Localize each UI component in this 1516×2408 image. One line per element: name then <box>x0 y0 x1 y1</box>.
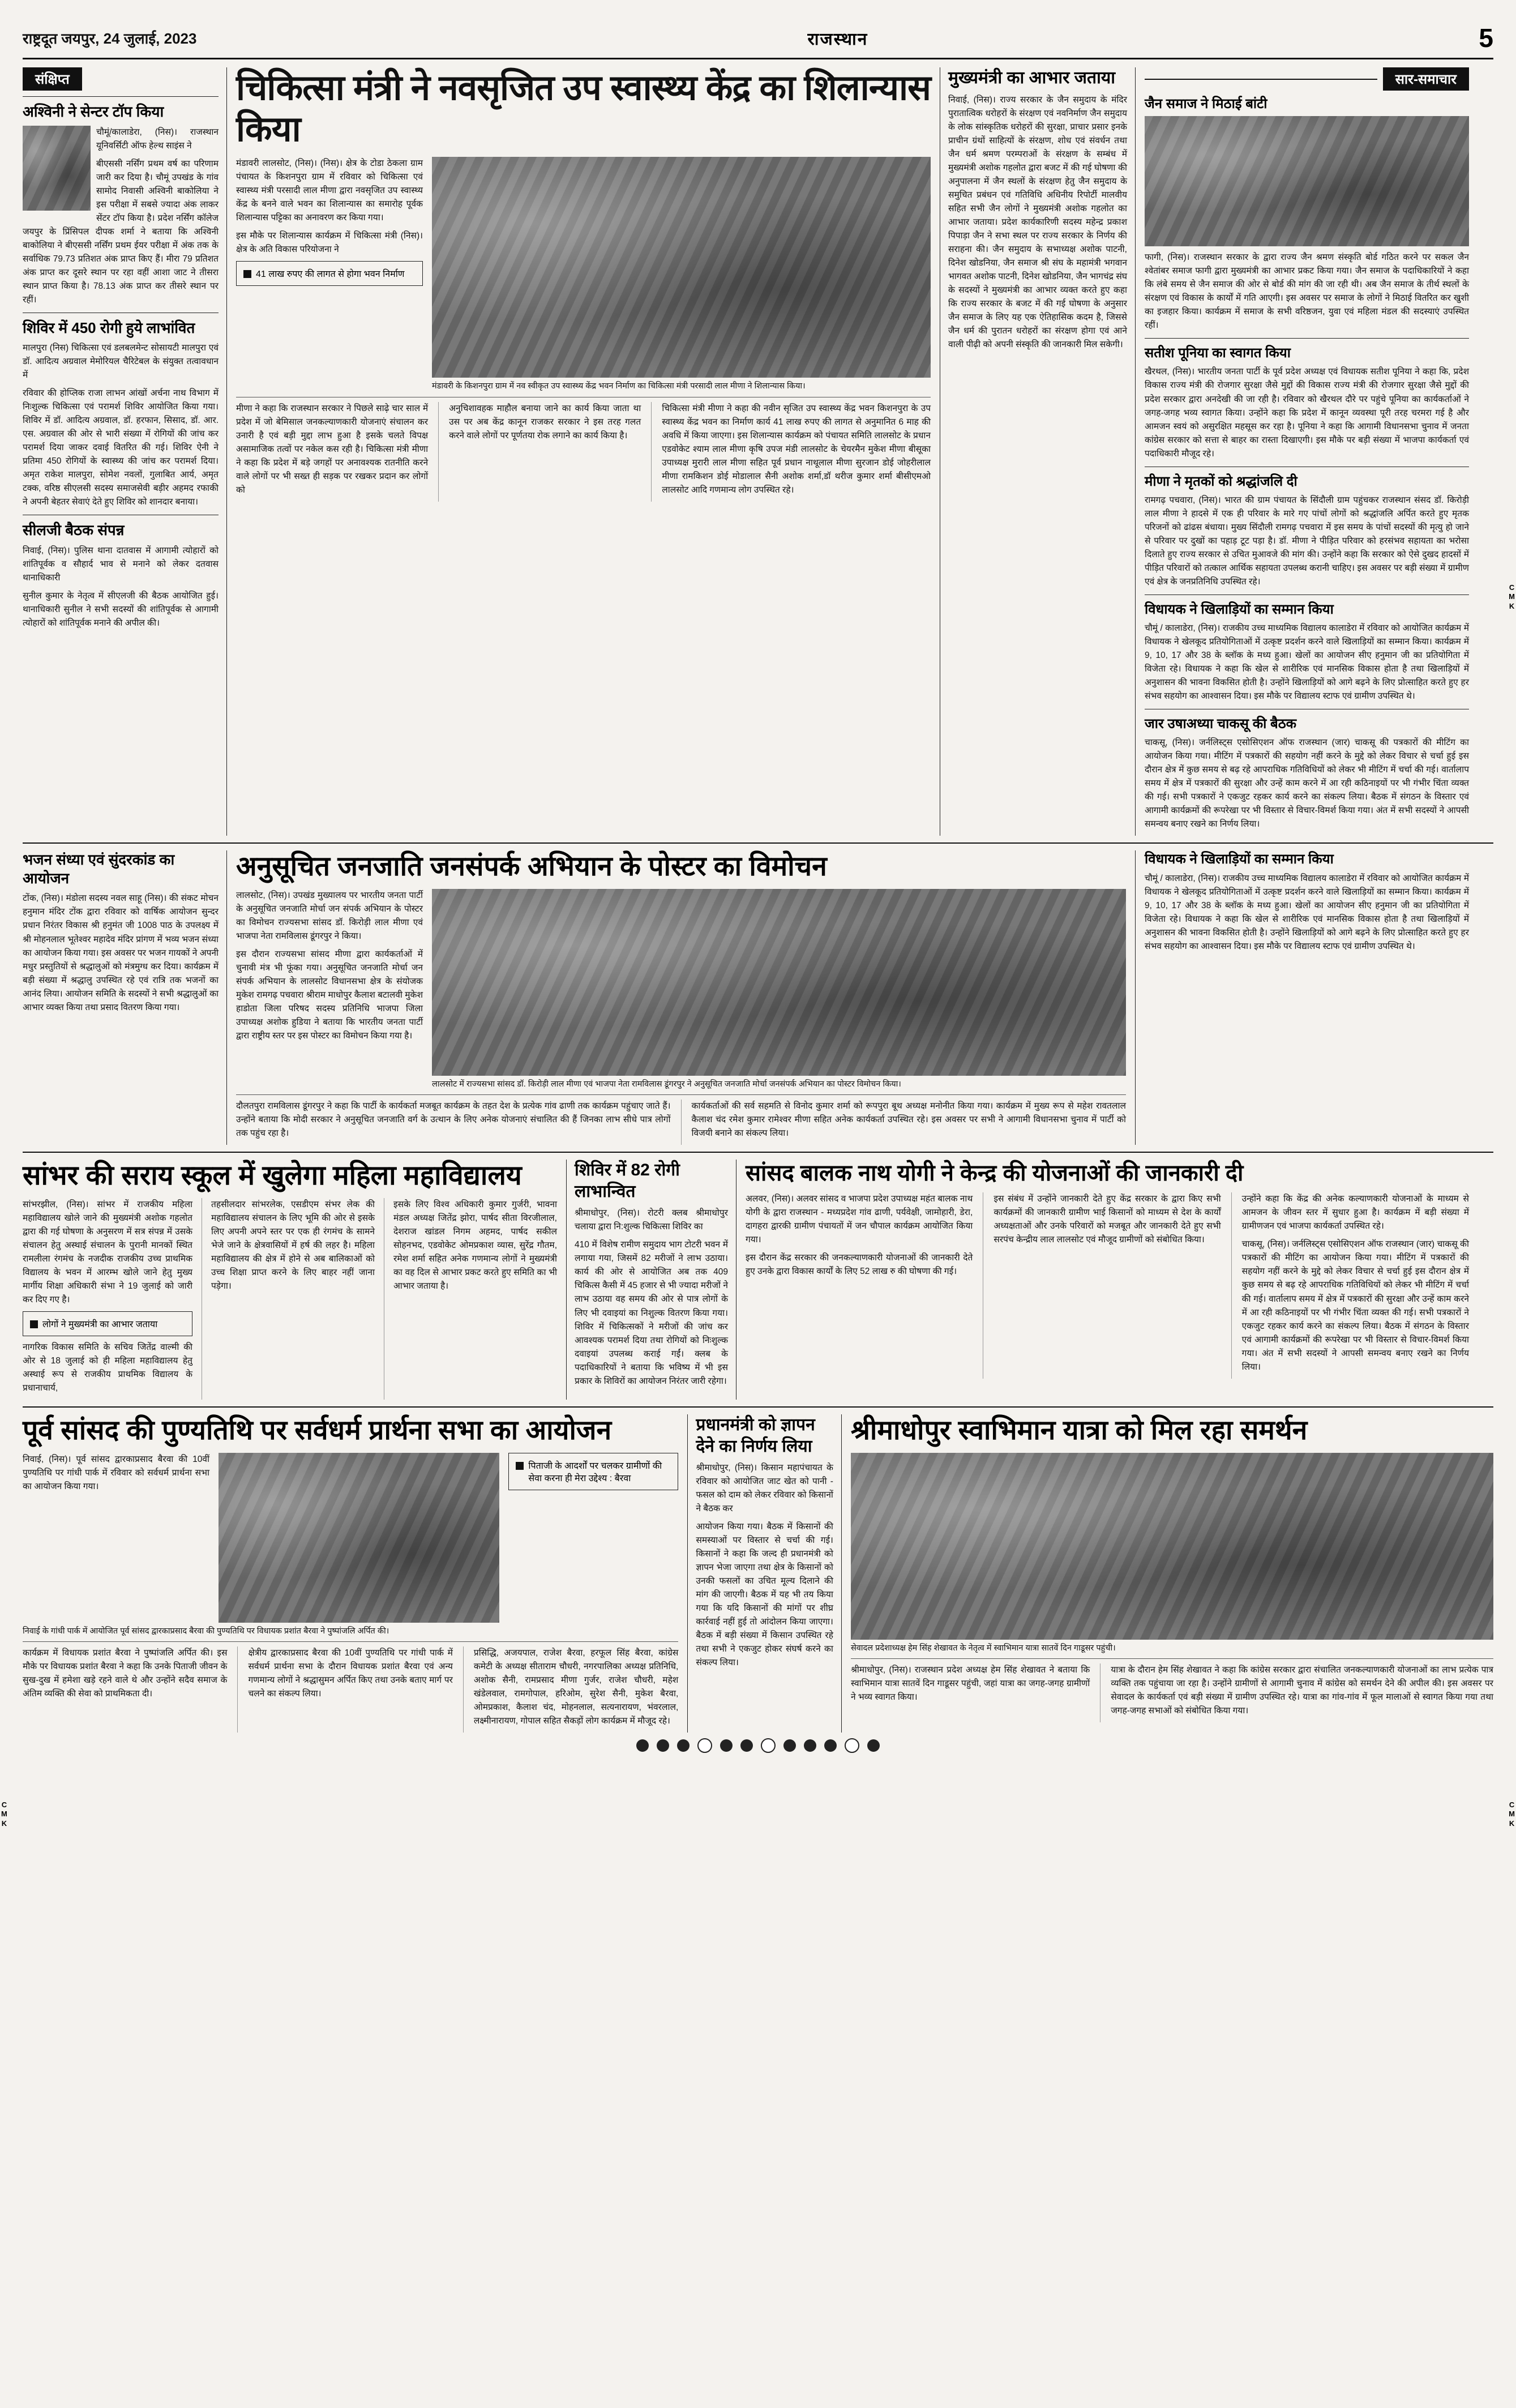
yatra-dateline: श्रीमाधोपुर, (निस)। राजस्थान प्रदेश अध्यक्ष हेम सिंह शेखावत ने बताया कि स्वाभिमान यात्रा सातवें दिन गाडूसर पहुंची, जहां यात्रा का जगह-जगह ग्रामीणों ने भव्य स्वागत किया। <box>850 1665 1090 1703</box>
lead-headline: चिकित्सा मंत्री ने नवसृजित उप स्वास्थ्य केंद्र का शिलान्यास किया <box>236 69 931 149</box>
jaar-meeting-body-3: चाकसू, (निस)। जर्नलिस्ट्स एसोसिएशन ऑफ राजस्थान (जार) चाकसू की पत्रकारों की मीटिंग का आयोजन किया गया। मीटिंग में पत्रकारों की सहयोग नहीं करने के मुद्दे को लेकर विचार से चर्चा हुई इस दौरान क्षेत्र में कुछ समय से बढ़ रहे आपराधिक गतिविधियों को लेकर भी मीटिंग में चर्चा की गई। वार्तालाप समय में क्षेत्र में पत्रकारों की सुरक्षा और उन्हें काम करने में आ रही कठिनाइयों पर भी गंभीर चिंता व्यक्त की गई। सभी पत्रकारों ने एकजुट रहकर कार्य करने का संकल्प लिया। बैठक में संगठन के विस्तार एवं आगामी कार्यक्रमों की रूपरेखा पर भी विस्तार से विचार-विमर्श किया गया। अंत में सभी सदस्यों ने आपसी समन्वय बनाए रखने का निर्णय लिया। <box>1241 1239 1469 1372</box>
sambhar-headline: सांभर की सराय स्कूल में खुलेगा महिला महाविद्यालय <box>23 1161 522 1191</box>
reg-dot <box>740 1739 753 1752</box>
sidebar-item-2[interactable] <box>23 521 219 630</box>
jain-photo <box>1145 116 1469 246</box>
bullet-square-icon <box>516 1462 524 1470</box>
prayer-callout-text: पिताजी के आदर्शों पर चलकर ग्रामीणों की सेवा करना ही मेरा उद्देश्य : बैरवा <box>528 1461 662 1483</box>
reg-dot <box>783 1739 796 1752</box>
prayer-callout <box>508 1453 678 1490</box>
sidebar-item-0-title: अश्विनी ने सेन्टर टॉप किया <box>23 103 164 120</box>
yatra-headline: श्रीमाधोपुर स्वाभिमान यात्रा को मिल रहा समर्थन <box>850 1415 1308 1446</box>
reg-dot <box>697 1738 712 1753</box>
prayer-headline: पूर्व सांसद की पुण्यतिथि पर सर्वधर्म प्रार्थना सभा का आयोजन <box>23 1415 612 1446</box>
satish-punia-title: सतीश पूनिया का स्वागत किया <box>1145 345 1291 361</box>
sidebar-label-box: संक्षिप्त <box>23 67 219 91</box>
sambhar-college-story <box>23 1160 566 1400</box>
lead-dateline: मंडावरी लालसोट, (निस)। (निस)। क्षेत्र के टोडा ठेकला ग्राम पंचायत के किशनपुरा ग्राम में रविवार को चिकित्सा एवं स्वास्थ्य मंत्री परसादी लाल मीणा द्वारा नवसृजित उप स्वास्थ्य केंद्र के बनने वाले भवन का शिलान्यास का समारोह पूर्वक शिलान्यास पट्टिका का अनावरण कर किया गया। <box>236 159 423 223</box>
reg-dot <box>867 1739 880 1752</box>
band-tribal <box>23 850 1493 1145</box>
lead-callout-text: 41 लाख रुपए की लागत से होगा भवन निर्माण <box>256 270 405 280</box>
jaar-meeting-title: जार उषाअध्या चाकसू की बैठक <box>1145 716 1297 732</box>
sidebar-item-1-dateline: मालपुरा (निस) चिकित्सा एवं डलबलमेन्ट सोसायटी मालपुरा एवं डॉ. आदित्य अग्रवाल मेमोरियल चैरिटेबल के संयुक्त तत्वावधान में <box>23 343 219 380</box>
camp82-title: शिविर में 82 रोगी लाभान्वित <box>575 1161 680 1201</box>
cm-thanks-body: निवाई, (निस)। राज्य सरकार के जैन समुदाय के मंदिर पुरातात्विक धरोहरों के संरक्षण एवं नवनिर्माण जैन समुदाय के लोक सांस्कृतिक धरोहरों की सुरक्षा, प्राचार प्रसार इनके प्राचीन ग्रंथों साहित्यों के संरक्षण, शोध एवं संवर्धन तथा जैन धर्म श्रमण परम्पराओं के संरक्षण के सम्बंध में मुख्यमंत्री अशोक गहलोत द्वारा बजट में की गई घोषणा की अनुपालना में जैन स्थलों के संरक्षण हेतु जैन समुदाय के समुचित प्रबंधन एवं गतिविधि अधिनीय रिपोर्टी मालवीय सहित सभी जैन लोगों ने मुख्यमंत्री अशोक गहलोत का आभार जताया। प्रदेश कार्यकारिणी सदस्य महेन्द्र प्रकाश पिपाड़ा जैन ने सभा स्थल पर राज्य सरकार के निर्णय की सराहना की। जैन समुदाय के सभाध्यक्ष अशोक पाटनी, दिनेश खोडनिया, जैन समाज श्री संघ के महामंत्री भगवान भागवत अशोक पाटनी, दिनेश खोडनिया, जैन भागचंद्र संघ के सदस्यों ने मुख्यमंत्री का आभार व्यक्त करते हुए कहा कि राज्य सरकार के बजट में की गई घोषणा के अनुसार जैन समाज के लिए यह एक ऐतिहासिक कदम है, जिससे जैन धर्म की पुरातन धरोहरों का संरक्षण होगा एवं आने वाली पीढ़ी को अपनी संस्कृति की जानकारी मिल सकेगी। <box>948 95 1127 349</box>
prayer-names: प्रसिद्धि, अजयपाल, राजेश बैरवा, हरफूल सिंह बैरवा, कांग्रेस कमेटी के अध्यक्ष सीताराम चौधरी, नगरपालिका अध्यक्ष प्रतिनिधि, अशोक सैनी, रामप्रसाद मीणा गुर्जर, राजेश चौधरी, महेश खंडेलवाल, रामगोपाल, हरिओम, सुरेश सैनी, मुकेश बैरवा, ओमप्रकाश, कैलाश चंद, मोहनलाल, सत्यनारायण, भंवरलाल, लक्ष्मीनारायण, गोपाल सहित सैकड़ों लोग कार्यक्रम में मौजूद रहे। <box>473 1648 679 1726</box>
cmk-mark-right-top: C M K <box>1509 583 1515 610</box>
tribal-body-1: इस दौरान राज्यसभा सांसद मीणा द्वारा कार्यकर्ताओं में चुनावी मंत्र भी फूंका गया। अनुसूचित जनजाति मोर्चा जन संपर्क अभियान के लालसोट विधानसभा क्षेत्र के संयोजक मुकेश रामगढ़ पचवारा श्रीराम माधोपुर कैलाश बटालवी मुकेश हाडोता जिला परिषद सदस्य प्रतिनिधि भाजपा जिला उपाध्यक्ष अशोक हुडिया ने बताया कि भारतीय जनता पार्टी द्वारा राष्ट्रीय स्तर पर इस पोस्टर का विमोचन किया गया है। <box>236 949 423 1041</box>
sidebar-item-1-body: रविवार की होप्लिक राजा लाभन आंखों अर्चना नाथ विभाग में निःशुल्क चिकित्सा एवं परामर्श शिविर आयोजित किया गया। शिविर में डॉ. आदित्य अग्रवाल, डॉ. हरफान, सिसाद, डॉ. आर. एस. अग्रवाल की ओर से भारी संख्या में रोगियों की जांच कर परामर्श दिया जाकर दवाई वितरित की गई। शिविर ऐनी ने प्रतिमा 450 रोगियों के स्वास्थ्य की जांच कर परामर्श दिया। अमृत राकेश मालपुरा, सोमेश नवलों, गुलाबित आर्य, अमृत टक्क, वरिष्ठ सीएलसी सदस्य समाजसेवी बड़ीर अहमद रफाकी ने अपनी बेहतर सेवाएं देते हुए शिविर को शानदार बनाया। <box>23 388 219 507</box>
page-number: 5 <box>1479 23 1493 53</box>
reg-dot <box>824 1739 837 1752</box>
sidebar-item-2-title: सीलजी बैठक संपन्न <box>23 521 125 539</box>
reg-dot <box>761 1738 776 1753</box>
cm-thanks-title: मुख्यमंत्री का आभार जताया <box>948 69 1116 87</box>
reg-dot <box>845 1738 859 1753</box>
camp82-story <box>566 1160 736 1400</box>
tribal-photo <box>432 889 1126 1076</box>
jain-headline: जैन समाज ने मिठाई बांटी <box>1145 96 1267 112</box>
jaar-meeting-body: चाकसू, (निस)। जर्नलिस्ट्स एसोसिएशन ऑफ राजस्थान (जार) चाकसू की पत्रकारों की मीटिंग का आयोजन किया गया। मीटिंग में पत्रकारों की सहयोग नहीं करने के मुद्दे को लेकर विचार से चर्चा हुई इस दौरान क्षेत्र में कुछ समय से बढ़ रहे आपराधिक गतिविधियों को लेकर भी मीटिंग में चर्चा की गई। वार्तालाप समय में क्षेत्र में पत्रकारों की सुरक्षा और उन्हें काम करने में आ रही कठिनाइयों पर भी गंभीर चिंता व्यक्त की गई। सभी पत्रकारों ने एकजुट रहकर कार्य करने का संकल्प लिया। बैठक में संगठन के विस्तार एवं आगामी कार्यक्रमों की रूपरेखा पर भी विस्तार से विचार-विमर्श किया गया। अंत में सभी सदस्यों ने आपसी समन्वय बनाए रखने का निर्णय लिया। <box>1145 738 1469 829</box>
balaknath-dateline: अलवर, (निस)। अलवर सांसद व भाजपा प्रदेश उपाध्यक्ष महंत बालक नाथ योगी के द्वारा राजस्थान - मध्यप्रदेश गांव ढाणी, पर्यवेक्षी, जामोहारी, डेरा, दागहरा द्वारकी ग्रामीण पंचायतों में जन चौपाल कार्यक्रम आयोजित किया गया। <box>746 1194 973 1245</box>
right-rail <box>1135 67 1469 836</box>
satish-punia-body: खैरथल, (निस)। भारतीय जनता पार्टी के पूर्व प्रदेश अध्यक्ष एवं विधायक सतीश पूनिया ने कहा कि, प्रदेश विकास राज्य मंत्री की रोजगार सुरक्षा जैसे मुद्दों की विकास राज्य मंत्री की रोजगार सुरक्षा जैसे मुद्दों की प्रदेश सरकार द्वारा अनदेखी की जा रही है। रविवार को खैरथल दौरे पर पहुंचे पूनिया का कार्यकर्ताओं ने जगह-जगह भव्य स्वागत किया। उन्होंने कहा कि प्रदेश में कानून व्यवस्था पूरी तरह चरमरा गई है और आमजन स्वयं को असुरक्षित महसूस कर रहा है। पूनिया ने कहा कि आगामी विधानसभा चुनाव में जनता कांग्रेस सरकार को सत्ता से बाहर का रास्ता दिखाएगी। इस मौके पर बड़ी संख्या में भाजपा कार्यकर्ता एवं पदाधिकारी मौजूद रहे। <box>1145 367 1469 459</box>
bhajan-title: भजन संध्या एवं सुंदरकांड का आयोजन <box>23 851 175 887</box>
meena-tribute-title: मीणा ने मृतकों को श्रद्धांजलि दी <box>1145 473 1297 489</box>
balaknath-body-3: उन्होंने कहा कि केंद्र की अनेक कल्याणकारी योजनाओं के माध्यम से आमजन के जीवन स्तर में सुधार हुआ है। कार्यक्रम में बड़ी संख्या में ग्रामीणजन एवं भाजपा कार्यकर्ता उपस्थित रहे। <box>1241 1194 1469 1231</box>
reg-dot <box>720 1739 733 1752</box>
sidebar-item-0[interactable] <box>23 102 219 307</box>
sambhar-callout-text: लोगों ने मुख्यमंत्री का आभार जताया <box>42 1320 158 1330</box>
sambhar-body-1: नागरिक विकास समिति के सचिव जितेंद्र वाल्मी की ओर से 18 जुलाई को ही महिला महाविद्यालय हेतु अस्थाई रूप से राजकीय प्राथमिक विद्यालय के प्रधानाचार्य, <box>23 1342 192 1393</box>
pm-memorandum-story <box>687 1414 841 1733</box>
sidebar-item-0-dateline: चौमूं/कालाडेरा, (निस)। राजस्थान यूनिवर्सिटी ऑफ हेल्थ साइंस ने <box>96 127 219 151</box>
prayer-photo <box>219 1453 499 1623</box>
bullet-square-icon <box>30 1320 38 1328</box>
tribal-photo-caption: लालसोट में राज्यसभा सांसद डॉ. किरोड़ी लाल मीणा एवं भाजपा नेता रामविलास डूंगरपुर ने अनुसूचित जनजाति मोर्चा जनसंपर्क अभियान का पोस्टर विमोचन किया। <box>432 1080 901 1089</box>
jain-body: फागी, (निस)। राजस्थान सरकार के द्वारा राज्य जैन श्रमण संस्कृति बोर्ड गठित करने पर सकल जैन श्वेतांबर समाज फागी द्वारा मुख्यमंत्री का आभार प्रकट किया गया। जैन समाज के पदाधिकारियों ने कहा कि लंबे समय से जैन समाज की ओर से बोर्ड की मांग की जा रही थी। अब जैन समाज के तीर्थ स्थलों के संरक्षण एवं विकास के कार्यों में गति आएगी। इस अवसर पर समाज के लोगों ने मिठाई वितरित कर खुशी का इजहार किया। कार्यक्रम में समाज के सभी वरिष्ठजन, युवा एवं महिला मंडल की सदस्याएं उपस्थित रहीं। <box>1145 253 1469 331</box>
pm-memo-dateline: श्रीमाधोपुर, (निस)। किसान महापंचायत के रविवार को आयोजित जाट खेत को पानी - फसल को दाम को लेकर रविवार को किसानों ने बैठक कर <box>696 1463 833 1514</box>
meena-tribute-body: रामगढ़ पचवारा, (निस)। भारत की ग्राम पंचायत के सिंदौली ग्राम पहुंचकर राजस्थान संसद डॉ. किरोड़ी लाल मीणा ने हादसे में एक ही परिवार के मारे गए पांचों लोगों को श्रद्धांजलि अर्पित करते हुए मृतक परिजनों को ढांढस बंधाया। मुख्य सिंदौली रामगढ़ पचवारा में इस समय के पांचों सदस्यों की मृत्यु हो जाने से परिवार पर दुखों का पहाड़ टूट पड़ा है। डॉ. मीणा ने पीड़ित परिवार को हरसंभव सहायता का भरोसा दिलाते हुए राज्य सरकार से उचित मुआवजे की मांग की। उन्होंने कहा कि सरकार को ऐसे दुखद हादसों में पीड़ित परिवारों को तत्काल आर्थिक सहायता उपलब्ध करानी चाहिए। इस अवसर पर बड़ी संख्या में ग्रामीण एवं क्षेत्र के जनप्रतिनिधि उपस्थित रहे। <box>1145 495 1469 587</box>
yatra-photo <box>851 1453 1493 1640</box>
saar-samachar-header <box>1145 67 1469 91</box>
sidebar-item-1-title: शिविर में 450 रोगी हुये लाभांवित <box>23 319 195 336</box>
masthead <box>23 23 1493 59</box>
sambhar-dateline: सांभरझील, (निस)। सांभर में राजकीय महिला महाविद्यालय खोले जाने की मुख्यमंत्री अशोक गहलोत द्वारा की गई घोषणा के अनुसरण में सत्र संपन्न में उसके संचालन हेतु अस्थाई संचालन के पुरानी मानकों स्थित रामलीला रंगमंच के नजदीक राजकीय उच्च प्राथमिक विद्यालय के भवन में आरम्भ खोले जाने हेतु मुख्य मार्गीय शिक्षा अधिकारी संभा ने 19 जुलाई को जारी कर दिए गए है। <box>23 1199 192 1305</box>
cm-thanks-story <box>940 67 1135 836</box>
mla-honour-body: चौमूं / कालाडेरा, (निस)। राजकीय उच्च माध्यमिक विद्यालय कालाडेरा में रविवार को आयोजित कार्यक्रम में विधायक ने खेलकूद प्रतियोगिताओं में उत्कृष्ट प्रदर्शन करने वाले खिलाड़ियों का सम्मान किया। कार्यक्रम में 9, 10, 17 और 38 के ब्लॉक के मध्य हुआ। खेलों का आयोजन सीए हनुमान जी का प्रतियोगिता में विजेता रहे। विधायक ने कहा कि खेल से शारीरिक एवं मानसिक विकास होता है तथा खिलाड़ियों में अनुशासन की भावना विकसित होती है। उन्होंने खिलाड़ियों को आगे बढ़ने के लिए प्रोत्साहित करते हुए हर संभव सहयोग का आश्वासन दिया। इस मौके पर विद्यालय स्टाफ एवं ग्रामीण उपस्थित थे। <box>1145 623 1469 702</box>
tribal-body-2: दौलतपुरा रामविलास डूंगरपुर ने कहा कि पार्टी के कार्यकर्ता मजबूत कार्यक्रम के तहत देश के प्रत्येक गांव ढाणी तक कार्यक्रम पहुंचाए जाते हैं। उन्होंने बताया कि मोदी सरकार ने अनुसूचित जनजाति वर्ग के उत्थान के लिए अनेक योजनाएं संचालित की हैं जिनका लाभ सीधे पात्र लोगों तक पहुंच रहा है। <box>236 1101 671 1139</box>
pm-memo-body: आयोजन किया गया। बैठक में किसानों की समस्याओं पर विस्तार से चर्चा की गई। किसानों ने कहा कि जल्द ही प्रधानमंत्री को ज्ञापन भेजा जाएगा तथा क्षेत्र के किसानों को उनकी फसलों का उचित मूल्य दिलाने की मांग की जाएगी। बैठक में यह भी तय किया गया कि यदि किसानों की मांगों पर शीघ्र कार्रवाई नहीं हुई तो आंदोलन किया जाएगा। बैठक में बड़ी संख्या में किसान उपस्थित रहे तथा सभी ने एकजुट होकर संघर्ष करने का संकल्प लिया। <box>696 1522 833 1668</box>
camp82-body: 410 में विशेष रामीण समुदाय भाग टोटरी भवन में लगाया गया, जिसमें 82 मरीजों ने लाभ उठाया। कार्य की ओर से आयोजित अब तक 409 चिकित्स कैसी में 45 हजार से भी ज्यादा मरीजों ने लाभ उठाया वह समय की ओर से पात्र लोगों के लिए भी दवाइयां का निशुल्क वितरण किया गया। शिविर में चिकित्सकों ने मरीजों की जांच कर आवश्यक परामर्श दिया तथा रोगियों को निःशुल्क दवाइयां उपलब्ध कराई गईं। क्लब के पदाधिकारियों ने बताया कि भविष्य में भी इस प्रकार के शिविरों का आयोजन निरंतर जारी रहेगा। <box>575 1240 728 1386</box>
tribal-headline: अनुसूचित जनजाति जनसंपर्क अभियान के पोस्टर का विमोचन <box>236 852 827 882</box>
right-rail-2 <box>1135 850 1469 1145</box>
sambhar-body-2: तहसीलदार सांभरलेक, एसडीएम संभर लेक की महाविद्यालय संचालन के लिए भूमि की ओर से इसके लिए अपनी अपने स्तर पर एक ही रंगमंच के सामने भेजे जाने के क्षेत्रवासियों में हर्ष की लहर है। महिला महाविद्यालय की क्षेत्र में होने से अब बालिकाओं को उच्च शिक्षा प्राप्त करने के लिए बाहर नहीं जाना पड़ेगा। <box>211 1199 375 1291</box>
sidebar-item-0-body: बीएससी नर्सिंग प्रथम वर्ष का परिणाम जारी कर दिया है। चौमूं उपखंड के गांव सामोद निवासी अश्विनी बाकोलिया ने इस परीक्षा में सबसे ज्यादा अंक लाकर सेंटर टॉप किया है। प्रदेश नर्सिंग कॉलेज जयपुर के प्रिंसिपल दीपक शर्मा ने बताया कि अश्विनी बाकोलिया ने बीएससी नर्सिंग प्रथम ईयर परीक्षा में अंक तक के सर्वाधिक 79.73 प्रतिशत अंक प्राप्त किए हैं। मीरा 79 प्रतिशत अंक प्राप्त कर दूसरे स्थान पर रहा वहीं आशा जाट ने तीसरा स्थान प्राप्त किया है। 78.13 अंक प्राप्त कर तीसरे स्थान पर रहीं। <box>23 159 219 305</box>
mla-honour-body-2: चौमूं / कालाडेरा, (निस)। राजकीय उच्च माध्यमिक विद्यालय कालाडेरा में रविवार को आयोजित कार्यक्रम में विधायक ने खेलकूद प्रतियोगिताओं में उत्कृष्ट प्रदर्शन करने वाले खिलाड़ियों का सम्मान किया। कार्यक्रम में 9, 10, 17 और 38 के ब्लॉक के मध्य हुआ। खेलों का आयोजन सीए हनुमान जी का प्रतियोगिता में विजेता रहे। विधायक ने कहा कि खेल से शारीरिक एवं मानसिक विकास होता है तथा खिलाड़ियों में अनुशासन की भावना विकसित होती है। उन्होंने खिलाड़ियों को आगे बढ़ने के लिए प्रोत्साहित करते हुए हर संभव सहयोग का आश्वासन दिया। इस मौके पर विद्यालय स्टाफ एवं ग्रामीण उपस्थित थे। <box>1145 873 1469 951</box>
bullet-square-icon <box>243 270 251 278</box>
lead-callout <box>236 261 423 286</box>
tribal-campaign-story <box>226 850 1135 1145</box>
swabhiman-yatra-story <box>841 1414 1493 1733</box>
balaknath-body-1: इस दौरान केंद्र सरकार की जनकल्याणकारी योजनाओं की जानकारी देते हुए उनके द्वारा विकास कार्यों के लिए 52 लाख रु की घोषणा की गई। <box>746 1253 973 1277</box>
lead-photo-caption: मंडावरी के किशनपुरा ग्राम में नव स्वीकृत उप स्वास्थ्य केंद्र भवन निर्माण का चिकित्सा मंत्री परसादी लाल मीणा ने शिलान्यास किया। <box>432 382 806 391</box>
prayer-body-2: क्षेत्रीय द्वारकाप्रसाद बैरवा की 10वीं पुण्यतिथि पर गांधी पार्क में सर्वधर्म प्रार्थना सभा के दौरान विधायक प्रशांत बैरवा एवं अन्य गणमान्य लोगों ने श्रद्धासुमन अर्पित किए तथा उनके बताए मार्ग पर चलने का संकल्प लिया। <box>248 1648 453 1699</box>
mla-honour-title-2: विधायक ने खिलाड़ियों का सम्मान किया <box>1145 852 1334 867</box>
cmk-mark-left-bottom: C M K <box>1 1800 7 1828</box>
reg-dot <box>804 1739 816 1752</box>
sidebar-item-1[interactable] <box>23 319 219 510</box>
sambhar-callout <box>23 1311 192 1336</box>
band-three <box>23 1160 1493 1400</box>
sidebar-item-2-body: सुनील कुमार के नेतृत्व में सीएलजी की बैठक आयोजित हुई। थानाधिकारी सुनील ने सभी सदस्यों की शांतिपूर्वक से आगामी त्योहारों को शांतिपूर्वक मनाने की अपील की। <box>23 591 219 628</box>
band-four <box>23 1414 1493 1733</box>
reg-dot <box>636 1739 649 1752</box>
prayer-dateline: निवाई, (निस)। पूर्व सांसद द्वारकाप्रसाद बैरवा की 10वीं पुण्यतिथि पर गांधी पार्क में रविवार को सर्वधर्म प्रार्थना सभा का आयोजन किया गया। <box>23 1454 209 1491</box>
registration-marks <box>23 1738 1493 1753</box>
sambhar-body-3: इसके लिए विश्व अधिकारी कुमार गुर्जरी, भावना मंडल अध्यक्ष जितेंद्र झोरा, पार्षद सीता विरजीलाल, देशराज खांडल निगम अहमद, पार्षद सकील सोहनभद, एडवोकेट ओमप्रकाश व्यास, सुरेंद्र गौतम, रमेश शर्मा सहित अनेक गणमान्य लोगों ने मुख्यमंत्री का वह दिल से आभार प्रकट करते हुए समिति का भी आभार जताया है। <box>393 1199 557 1291</box>
lead-body-4: चिकित्सा मंत्री मीणा ने कहा की नवीन सृजित उप स्वास्थ्य केंद्र भवन किशनपुरा के उप स्वास्थ्य केंद्र भवन का निर्माण कार्य 41 लाख रुपए की लागत से अनुमानित 6 माह की अवधि में किया जाएगा। इस शिलान्यास कार्यक्रम को पंचायत समिति लालसोट के प्रधान एडवोकेट श्याम लाल मीणा कृषि उपज मंडी लालसोट के चेयरमैन मुकेश मीणा बीसूका उपाध्यक्ष मुरारी लाल मीणा सहित पूर्व प्रधान नाथूलाल मीणा सुरजान डोई जोहरीलाल मीणा रामकिशन डोई मोडालाल सैनी अशोक शर्मा,डॉ थरीज कुमार शर्मा बीसीएमओ लालसोट आदि गणमान्य लोग उपस्थित रहे। <box>662 403 931 495</box>
bhajan-story <box>23 850 226 1145</box>
bhajan-body: टोंक, (निस)। मंडोला सदस्य नवल साहू (निस)। की संकट मोचन हनुमान मंदिर टोंक द्वारा रविवार को वार्षिक आयोजन सुन्दर प्रधान निरंतर विकास श्री हनुमंत जी 1008 पाठ के उपलक्ष्य में श्री मोहनलाल भूतेश्वर महादेव मंदिर प्रांगण में भव्य भजन संध्या का आयोजन किया गया। इस अवसर पर भजन गायकों ने अपनी मधुर प्रस्तुतियों से श्रद्धालुओं को मंत्रमुग्ध कर दिया। कार्यक्रम में बड़ी संख्या में श्रद्धालु उपस्थित रहे एवं रात्रि तक भजनों का आनंद लिया। आयोजन समिति के सदस्यों ने सभी श्रद्धालुओं का आभार व्यक्त किया तथा प्रसाद वितरण किया गया। <box>23 893 219 1012</box>
reg-dot <box>657 1739 669 1752</box>
lead-body-3: अनुचिशावहक माहौल बनाया जाने का कार्य किया जाता था उस पर अब केंद्र कानून राजकर सरकार ने इस तरह गलत करने वाले लोगों पर पूर्णतया रोक लगाने का कार्य किया है। <box>449 403 641 440</box>
prayer-photo-caption: निवाई के गांधी पार्क में आयोजित पूर्व सांसद द्वारकाप्रसाद बैरवा की पुण्यतिथि पर विधायक प्रशांत बैरवा ने पुष्पांजलि अर्पित की। <box>23 1626 389 1636</box>
yatra-body: यात्रा के दौरान हेम सिंह शेखावत ने कहा कि कांग्रेस सरकार द्वारा संचालित जनकल्याणकारी योजनाओं का लाभ प्रत्येक पात्र व्यक्ति तक पहुंचाया जा रहा है। उन्होंने ग्रामीणों से आगामी चुनाव में कांग्रेस को समर्थन देने की अपील की। इस अवसर पर सेवादल के कार्यकर्ता एवं बड़ी संख्या में ग्रामीण उपस्थित रहे। यात्रा का गांव-गांव में फूल मालाओं से स्वागत किया गया तथा जगह-जगह सभाओं को संबोधित किया गया। <box>1111 1665 1493 1716</box>
sidebar-column <box>23 67 226 836</box>
mla-honour-title: विधायक ने खिलाड़ियों का सम्मान किया <box>1145 601 1334 617</box>
lead-body-2: मीणा ने कहा कि राजस्थान सरकार ने पिछले साढ़े चार साल में प्रदेश में जो बेमिसाल जनकल्याणकारी योजनाएं संचालन कर उनारी है एवं बड़ी मुद्दा लाभ हुआ है इसके चलते विपक्ष असामाजिक तत्वों पर नकेल कस रही है। चिकित्सा मंत्री मीणा ने कहा कि प्रदेश में बड़े जगहों पर अनावश्यक रातनीति करने वाले लोगों पर भी सख्त ही सड़क पर रखकर प्रदान कर लोगों को <box>236 403 429 495</box>
lead-photo <box>432 157 931 378</box>
tribal-body-3: कार्यकर्ताओं की सर्व सहमति से विनोद कुमार शर्मा को रूपपुरा बूथ अध्यक्ष मनोनीत किया गया। कार्यक्रम में मुख्य रूप से महेश रावतलाल कैलाश चंद रमेश कुमार रामेश्वर मीणा सहित अनेक कार्यकर्ता उपस्थित रहे। इस अवसर पर सभी ने आगामी विधानसभा चुनाव में पार्टी को विजयी बनाने का संकल्प लिया। <box>691 1101 1126 1139</box>
sidebar-item-0-photo <box>23 126 91 211</box>
tribal-dateline: लालसोट, (निस)। उपखंड मुख्यालय पर भारतीय जनता पार्टी के अनुसूचित जनजाति मोर्चा जन संपर्क अभियान के पोस्टर का विमोचन राज्यसभा सांसद डॉ. किरोड़ी लाल मीणा एवं भाजपा नेता रामविलास डूंगरपुर ने किया। <box>236 891 423 942</box>
sidebar-item-2-dateline: निवाई, (निस)। पुलिस थाना दातवास में आगामी त्योहारों को शांतिपूर्वक व सौहार्द भाव से मनाने को लेकर दतवास थानाधिकारी <box>23 545 219 583</box>
balaknath-body-2: इस संबंध में उन्होंने जानकारी देते हुए केंद्र सरकार के द्वारा किए सभी कार्यक्रमों की जानकारी ग्रामीण भाई किसानों को माध्यम से देश के कार्यों अध्यक्षताओं और उनके परिवारों को मजबूत और जानकारी देते हुए सभी सरपंच केन्द्रीय लाल लालसोट एवं मौजूद ग्रामीणों को संबोधित किया। <box>993 1194 1221 1245</box>
reg-dot <box>677 1739 690 1752</box>
yatra-photo-caption: सेवादल प्रदेशाध्यक्ष हेम सिंह शेखावत के नेतृत्व में स्वाभिमान यात्रा सातवें दिन गाडूसर पहुंची। <box>850 1643 1116 1653</box>
camp82-dateline: श्रीमाधोपुर, (निस)। रोटरी क्लब श्रीमाधोपुर चलाया द्वारा नि:शुल्क चिकित्सा शिविर का <box>575 1208 728 1232</box>
lead-story <box>226 67 940 836</box>
masthead-edition: राष्ट्रदूत जयपुर, 24 जुलाई, 2023 <box>23 30 197 47</box>
masthead-section: राजस्थान <box>807 29 868 49</box>
cmk-mark-right-bottom: C M K <box>1509 1800 1515 1828</box>
pm-memo-title: प्रधानमंत्री को ज्ञापन देने का निर्णय लिया <box>696 1415 815 1456</box>
balaknath-story <box>736 1160 1469 1400</box>
prayer-body-1: कार्यक्रम में विधायक प्रशांत बैरवा ने पुष्पांजलि अर्पित की। इस मौके पर विधायक प्रशांत बैरवा ने कहा कि उनके पिताजी जीवन के सुख-दुख में हमेशा खड़े रहने वाले थे और उन्होंने सदैव समाज के अंतिम व्यक्ति की सेवा को प्राथमिकता दी। <box>23 1648 228 1699</box>
prayer-meeting-story <box>23 1414 687 1733</box>
saar-samachar-label: सार-समाचार <box>1383 67 1469 91</box>
lead-body-1: इस मौके पर शिलान्यास कार्यक्रम में चिकित्सा मंत्री (निस)। क्षेत्र के अति विकास परियोजना ने <box>236 231 423 255</box>
balaknath-headline: सांसद बालक नाथ योगी ने केन्द्र की योजनाओं की जानकारी दी <box>746 1161 1244 1186</box>
